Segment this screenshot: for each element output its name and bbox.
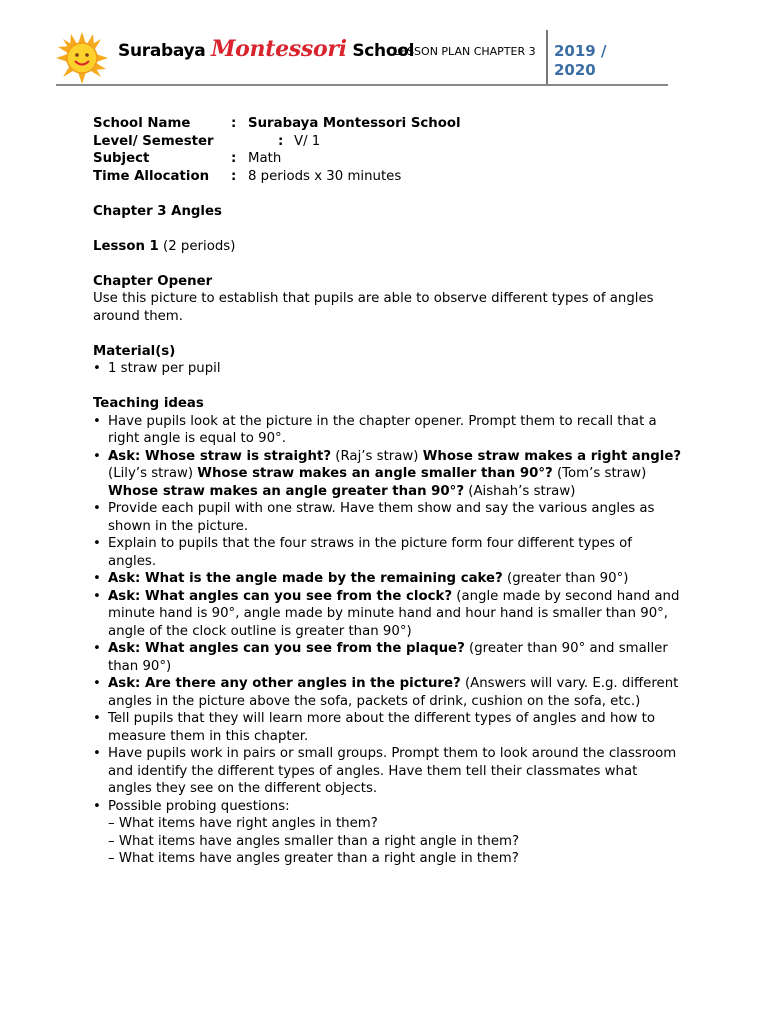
school-brand: Surabaya Montessori School xyxy=(118,36,415,62)
materials-heading: Material(s) xyxy=(93,343,176,359)
info-level: Level/ Semester : V/ 1 xyxy=(93,133,321,149)
list-item: • Ask: Are there any other angles in the picture? (Answers will vary. E.g. different angles in the picture above the sofa, packets of drink, cushion on the sofa, etc.) xyxy=(93,675,683,710)
probing-question: – What items have angles smaller than a right angle in them? xyxy=(108,833,520,849)
chapter-opener-heading: Chapter Opener xyxy=(93,273,213,289)
list-item: • 1 straw per pupil xyxy=(93,360,683,378)
probing-question: – What items have right angles in them? xyxy=(108,816,378,831)
chapter-opener-text: Use this picture to establish that pupils are able to observe different types of angles around them. xyxy=(93,291,654,324)
list-item: • Ask: What angles can you see from the clock? (angle made by second hand and minute hand is 90°, angle made by minute hand and hour hand is smaller than 90°, angle of the clock outline is greater than 90°) xyxy=(93,588,683,641)
page-header xyxy=(56,30,668,88)
list-item: • Have pupils work in pairs or small groups. Prompt them to look around the classroom and identify the different types of angles. Have them tell their classmates what angles they see on the different objects. xyxy=(93,745,683,798)
list-item: • Tell pupils that they will learn more about the different types of angles and how to measure them in this chapter. xyxy=(93,710,683,745)
list-item: • Ask: What angles can you see from the plaque? (greater than 90° and smaller than 90°) xyxy=(93,640,683,675)
lesson-heading: Lesson 1 (2 periods) xyxy=(93,238,236,254)
header-divider-horizontal xyxy=(56,84,668,86)
lesson-plan-body xyxy=(93,115,683,868)
info-time-allocation: Time Allocation : 8 periods x 30 minutes xyxy=(93,168,402,184)
sun-logo-icon xyxy=(56,32,108,84)
teaching-ideas-list xyxy=(93,413,683,816)
chapter-title: Chapter 3 Angles xyxy=(93,203,222,219)
info-school-name: School Name : Surabaya Montessori School xyxy=(93,116,461,131)
materials-list xyxy=(93,360,683,378)
list-item: • Ask: Whose straw is straight? (Raj’s straw) Whose straw makes a right angle? (Lily’s straw) Whose straw makes an angle smaller than 90°? (Tom’s straw) Whose straw makes an angle greater than 90°? (Aishah’s straw) xyxy=(93,448,683,501)
list-item: • Possible probing questions: xyxy=(93,798,683,816)
list-item: • Ask: What is the angle made by the remaining cake? (greater than 90°) xyxy=(93,570,683,588)
info-subject: Subject : Math xyxy=(93,151,282,166)
probing-question: – What items have angles greater than a right angle in them? xyxy=(108,851,519,866)
lesson-plan-label: LESSON PLAN CHAPTER 3 xyxy=(394,45,536,58)
academic-year: 2019 / 2020 xyxy=(554,42,607,79)
header-divider-vertical xyxy=(546,30,548,84)
list-item: • Have pupils look at the picture in the chapter opener. Prompt them to recall that a right angle is equal to 90°. xyxy=(93,413,683,448)
teaching-ideas-heading: Teaching ideas xyxy=(93,396,204,411)
list-item: • Provide each pupil with one straw. Have them show and say the various angles as shown in the picture. xyxy=(93,500,683,535)
list-item: • Explain to pupils that the four straws in the picture form four different types of angles. xyxy=(93,535,683,570)
